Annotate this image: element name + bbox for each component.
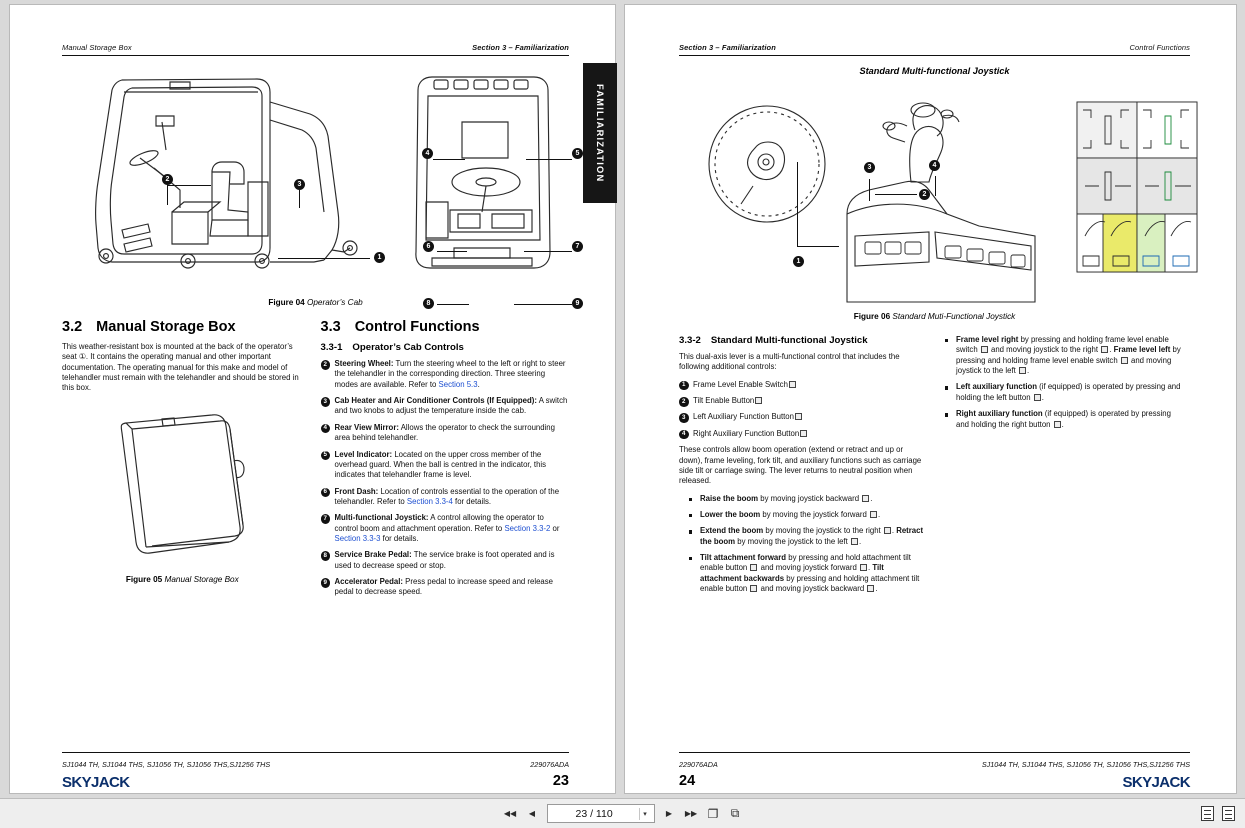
item-label-2: Frame level left (1113, 345, 1171, 355)
item-label: Raise the boom (700, 493, 759, 503)
item-label-2: Tilt attachment backwards (700, 563, 884, 583)
item-text-2: and moving joystick to the right (988, 345, 1101, 355)
item-text: (if equipped) is operated by pressing and holding the left button (956, 382, 1181, 402)
callout-number: 1 (679, 381, 689, 391)
item-text: The service brake is foot operated and is used to decrease speed or stop. (334, 550, 555, 570)
item-text: Press pedal to increase speed and release pedal to decrease speed. (334, 577, 553, 597)
callout-number: 3 (321, 397, 331, 407)
callout-number: 9 (321, 578, 331, 588)
tilt-button-glyph-icon (755, 397, 762, 404)
callout-number: 8 (321, 551, 331, 561)
section-3-2-number: 3.2 (62, 319, 83, 335)
fit-page-icon[interactable]: ❐ (707, 806, 719, 821)
callout-number: 7 (321, 514, 331, 524)
callout-number: 2 (679, 397, 689, 407)
item-label: Frame level right (956, 335, 1019, 344)
list-item (945, 409, 1185, 430)
item-text: Allows the operator to check the surrounding area behind telehandler. (334, 422, 555, 443)
item-label-2: Retract the boom (700, 526, 924, 546)
footer-rule (679, 752, 1190, 753)
figure-06-caption-label: Figure 06 (853, 312, 891, 321)
list-item (321, 550, 569, 571)
page-number-value: 23 / 110 (575, 807, 613, 820)
section-3-3-2-title: Standard Multi-functional Joystick (710, 335, 868, 346)
item-label: Steering Wheel: (334, 359, 394, 368)
item-label: Extend the boom (700, 526, 764, 536)
item-tail: . (858, 536, 862, 546)
item-link[interactable]: Section 3.3-4 (406, 496, 453, 506)
single-page-layout-icon[interactable] (1201, 806, 1214, 821)
item-label: Accelerator Pedal: (334, 577, 404, 587)
item-label: Tilt attachment forward (700, 553, 787, 563)
previous-page-button[interactable]: ◀ (528, 809, 536, 818)
page-footer-right (679, 760, 1190, 769)
figure-06-callout-2: 2 (919, 189, 930, 200)
item-tail: . (1041, 392, 1044, 402)
joystick-left-glyph-icon (1019, 367, 1026, 374)
figure-04-callout-8: 8 (423, 298, 434, 309)
section-3-2-title: Manual Storage Box (96, 319, 236, 335)
spine-tab-left (583, 63, 617, 203)
item-text: A switch and two knobs to adjust the temperature inside the cab. (334, 396, 568, 416)
footer-models: SJ1044 TH, SJ1044 THS, SJ1056 TH, SJ1056 THS,SJ1256 THS (62, 760, 271, 769)
section-3-3-2-number: 3.3-2 (679, 335, 701, 346)
tilt-enable-glyph-icon (750, 564, 757, 571)
figure-04-caption-label: Figure 04 (268, 298, 305, 307)
page-header-right (679, 43, 1190, 52)
figure-06-title: Standard Multi-functional Joystick (859, 66, 1010, 76)
figure-04-callout-9: 9 (572, 298, 583, 309)
figure-04-caption-title: Operator’s Cab (307, 298, 363, 307)
item-label: Lower the boom (700, 509, 761, 519)
footer-page-number: 24 (679, 773, 696, 789)
list-item (945, 382, 1185, 403)
item-link[interactable]: Section 5.3 (438, 379, 478, 389)
figure-06-image (679, 66, 1190, 306)
callout-number: 3 (679, 413, 689, 423)
footer-docnumber: 229076ADA (679, 760, 718, 769)
cab-controls-list (321, 359, 569, 598)
joystick-operations-list-left (689, 494, 927, 595)
list-item (321, 577, 569, 598)
page-footer-left (62, 760, 569, 769)
figure-04-callout-2: 2 (162, 174, 173, 185)
switch-glyph-icon (789, 381, 796, 388)
footer-docnumber: 229076ADA (530, 760, 569, 769)
item-label: Front Dash: (334, 486, 379, 496)
item-text-2: and moving joystick forward (758, 563, 859, 573)
item-label: Level Indicator: (334, 449, 393, 459)
left-aux-glyph-icon (795, 413, 802, 420)
item-text-4: and moving joystick backward (758, 584, 867, 594)
callout-number: 2 (321, 360, 331, 370)
item-mid: or (550, 523, 560, 533)
list-item (689, 510, 927, 520)
list-item (321, 487, 569, 508)
item-label: Right auxiliary function (956, 409, 1043, 419)
figure-06-callout-3: 3 (864, 162, 875, 173)
item-text: A control allowing the operator to control boom and attachment operation. Refer to (334, 513, 544, 533)
item-text-4: and moving joystick to the left (956, 355, 1172, 376)
figure-05-caption-label: Figure 05 (125, 574, 163, 584)
tilt-enable-glyph-icon (750, 585, 757, 592)
item-tail: . (870, 493, 873, 503)
right-aux-glyph-icon (1054, 421, 1061, 428)
item-text: by moving joystick backward (758, 493, 862, 503)
list-item (321, 359, 569, 390)
header-rule (679, 55, 1190, 56)
section-3-2-paragraph: This weather-resistant box is mounted at the back of the operator’s seat ①. It contains the operating manual and other important documentation. The operating manual for this make and model of telehandler must remain with the telehandler and should be stored in this box. (62, 342, 299, 393)
callout-number: 4 (321, 424, 331, 434)
figure-04-callout-4: 4 (422, 148, 433, 159)
section-3-2-heading (62, 319, 303, 335)
joystick-right-glyph-icon (884, 527, 891, 534)
right-aux-glyph-icon (800, 430, 807, 437)
section-3-3-number: 3.3 (320, 319, 341, 335)
callout-number: 4 (679, 430, 689, 440)
next-page-button[interactable]: ▶ (665, 809, 673, 818)
item-text: by moving the joystick to the right (763, 526, 883, 536)
item-text: Turn the steering wheel to the left or right to steer the telehandler in the corresponding direction. Three steering modes are available. Refer to (334, 359, 566, 389)
brand-logo: SKYJACK (62, 774, 130, 791)
document-page-right (624, 4, 1237, 794)
list-item (679, 380, 927, 390)
joystick-forward-glyph-icon (860, 564, 867, 571)
footer-models: SJ1044 TH, SJ1044 THS, SJ1056 TH, SJ1056 THS,SJ1256 THS (981, 760, 1190, 769)
page-header-left (62, 43, 569, 52)
item-tail: . (1061, 419, 1064, 429)
header-right-text: Section 3 – Familiarization (472, 43, 569, 52)
item-tail: . (877, 509, 881, 519)
joystick-controls-list (679, 380, 927, 439)
item-text: by moving the joystick forward (760, 509, 869, 519)
item-text-2: by moving the joystick to the left (735, 536, 850, 546)
item-text-3: by pressing and holding frame level enable switch (956, 345, 1181, 365)
figure-04-callout-6: 6 (423, 241, 434, 252)
document-page-left (9, 4, 616, 794)
brand-logo: SKYJACK (1122, 774, 1190, 791)
list-item: Frame level right by pressing and holding frame level enable switch and moving joystick to the right . Frame level left by pressing and holding frame level enable switch and moving joystick to the left . (945, 335, 1185, 376)
joystick-backward-glyph-icon (867, 585, 874, 592)
list-item (679, 412, 927, 422)
header-left-text: Section 3 – Familiarization (679, 43, 776, 52)
list-item (689, 494, 927, 504)
list-item (679, 396, 927, 406)
item-tail: . (477, 379, 480, 389)
first-page-button[interactable]: ◀◀ (503, 809, 517, 818)
item-label: Cab Heater and Air Conditioner Controls (If Equipped): (334, 396, 537, 406)
item-tail: . (1026, 366, 1030, 376)
frame-level-enable-glyph-icon (981, 346, 988, 353)
figure-05-caption-title: Manual Storage Box (164, 574, 239, 584)
item-text: Right Auxiliary Function Button (693, 428, 800, 438)
header-rule (62, 55, 569, 56)
item-text: (if equipped) is operated by pressing and holding the right button (956, 409, 1171, 429)
figure-06-callout-1: 1 (793, 256, 804, 267)
callout-number: 5 (321, 451, 331, 461)
facing-pages-layout-icon[interactable] (1222, 806, 1235, 821)
joystick-right-glyph-icon (1101, 346, 1108, 353)
figure-04-callout-5: 5 (572, 148, 583, 159)
figure-05-image (62, 401, 303, 569)
list-item: Extend the boom by moving the joystick to the right . Retract the boom by moving the joystick to the left . (689, 526, 927, 547)
figure-06-caption-title: Standard Muti-Functional Joystick (892, 312, 1016, 321)
list-item (321, 450, 569, 481)
item-label: Left auxiliary function (956, 382, 1038, 392)
list-item (321, 423, 569, 444)
footer-rule (62, 752, 569, 753)
item-link[interactable]: Section 3.3-2 (504, 523, 551, 533)
item-label: Rear View Mirror: (334, 422, 399, 432)
two-page-view-icon[interactable]: ⧉ (730, 806, 740, 820)
figure-04-caption (62, 298, 569, 307)
list-item (321, 396, 569, 417)
header-right-text: Control Functions (1129, 43, 1190, 52)
figure-05-caption (62, 575, 303, 584)
item-text: Tilt Enable Button (693, 396, 755, 406)
section-3-3-1-title: Operator’s Cab Controls (352, 342, 464, 353)
last-page-button[interactable]: ▶▶ (684, 809, 698, 818)
viewer-toolbar (0, 798, 1245, 828)
section-3-3-1-number: 3.3-1 (320, 342, 343, 353)
frame-level-enable-glyph-icon (1121, 357, 1128, 364)
section-3-3-heading (321, 319, 569, 335)
item-link-2[interactable]: Section 3.3-3 (334, 534, 381, 544)
section-3-3-1-heading (321, 342, 569, 353)
section-3-3-2-heading (679, 335, 927, 346)
item-text: by pressing and holding frame level enable switch (956, 335, 1169, 355)
list-item (321, 513, 569, 544)
item-text: Left Auxiliary Function Button (693, 412, 794, 422)
item-tail: . (875, 584, 878, 594)
figure-04-callout-1: 1 (374, 252, 385, 263)
figure-06-callout-4: 4 (929, 160, 940, 171)
joystick-left-glyph-icon (851, 538, 858, 545)
list-item: Tilt attachment forward by pressing and hold attachment tilt enable button and moving joystick forward . Tilt attachment backwards by pressing and holding attachment tilt enable button and moving joystick backward . (689, 553, 927, 594)
list-item (679, 429, 927, 439)
section-3-3-2-paragraph: These controls allow boom operation (extend or retract and up or down), frame leveling, fork tilt, and auxiliary functions such as carriage side tilt or carriage swing. The lever returns to neutral position when released. (679, 445, 922, 486)
footer-page-number: 23 (552, 773, 569, 789)
section-3-3-2-intro: This dual-axis lever is a multi-functional control that includes the following additional controls: (679, 352, 900, 372)
item-text: Located on the upper cross member of the overhead guard. When the ball is centred in the indicator, this indicates that telehandler frame is level. (334, 449, 547, 480)
toolbar-right-group (1201, 806, 1235, 821)
item-text: Location of controls essential to the operation of the telehandler. Refer to (334, 486, 560, 506)
chevron-down-icon[interactable]: ▾ (639, 808, 651, 820)
item-text-3: by pressing and holding attachment tilt enable button (700, 573, 920, 594)
item-label: Multi-functional Joystick: (334, 513, 429, 523)
header-left-text: Manual Storage Box (62, 43, 132, 52)
figure-04-callout-7: 7 (572, 241, 583, 252)
item-text: by pressing and hold attachment tilt enable button (700, 553, 911, 573)
section-3-3-title: Control Functions (354, 319, 480, 335)
spine-tab-left-label: FAMILIARIZATION (595, 83, 605, 183)
joystick-operations-list-right (945, 335, 1185, 430)
joystick-backward-glyph-icon (862, 495, 869, 502)
page-number-input[interactable] (547, 804, 655, 823)
left-aux-glyph-icon (1034, 394, 1041, 401)
figure-06-caption (679, 312, 1190, 321)
item-tail: for details. (452, 496, 492, 506)
callout-number: 6 (321, 488, 331, 498)
item-label: Service Brake Pedal: (334, 550, 412, 560)
figure-04-callout-3: 3 (294, 179, 305, 190)
joystick-forward-glyph-icon (870, 511, 877, 518)
item-tail: for details. (380, 534, 419, 544)
item-text: Frame Level Enable Switch (693, 379, 788, 389)
